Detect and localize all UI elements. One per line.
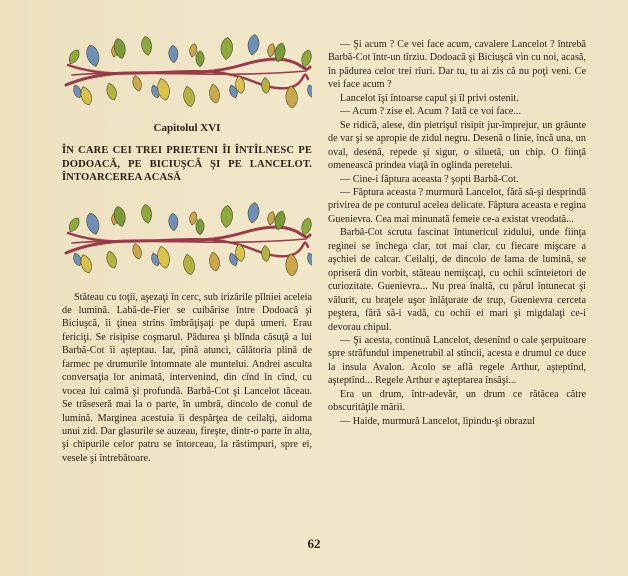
right-paragraph-7: Barbă-Cot scruta fascinat întunericul zidului, unde fiinţa reginei se închega clar, tot mai clar, cu fiecare mişcare a aşchiei de calcar. Ceilalţi, de dincolo de lama de lumină, se opriseră din vorbit, stăteau nemişcaţi, cu ochii scînteietori de curiozitate. Guenievra... Nu prea înaltă, cu părul întunecat şi vălurit, cu braţele uşor înlăţurate de trup, Guenievra cerceta peştera, fără să-i vadă, cu ochii ei mari şi migdalaţi ce-i devorau chipul.	[328, 227, 586, 333]
leaf-shape	[306, 84, 312, 99]
leaf-shape	[208, 251, 221, 272]
leaf-shape	[220, 204, 233, 227]
leaf-shape	[84, 211, 101, 236]
right-paragraph-3: — Acum ? zise el. Acum ? Iată ce voi face...	[340, 106, 522, 118]
branch-stroke	[68, 233, 308, 256]
branch-stroke	[68, 65, 308, 88]
leaf-shape	[196, 218, 204, 234]
right-paragraph-10: — Haide, murmură Lancelot, lipindu-şi obrazul	[340, 415, 535, 427]
leaf-shape	[168, 212, 178, 230]
leaf-shape	[140, 203, 152, 223]
leaf-shape	[84, 43, 101, 68]
leaf-shape	[208, 83, 221, 104]
leaf-shape	[196, 51, 204, 67]
right-paragraph-1: — Şi acum ? Ce vei face acum, cavalere Lancelot ? întrebă Barbă-Cot într-un tîrziu. Dodoacă şi Biciuşcă vin cu noi, acasă, în pădurea celor trei rîuri. Dar tu, tu ai zis că nu poţi veni. Ce vei face acum ?	[328, 39, 586, 91]
right-paragraph-5: — Cine-i făptura aceasta ? şopti Barbă-Cot.	[340, 173, 519, 185]
leaf-shape	[168, 45, 178, 63]
leaf-shape	[306, 251, 312, 266]
leaf-shape	[140, 36, 152, 56]
page-number: 62	[307, 536, 321, 551]
right-column	[328, 38, 586, 428]
left-column	[62, 30, 312, 465]
leaf-shape	[182, 85, 197, 107]
leaf-shape	[267, 210, 276, 225]
leaf-shape	[66, 48, 81, 66]
chapter-label: Capitolul XVI	[153, 122, 221, 134]
leaf-shape	[267, 43, 276, 58]
leaf-shape	[131, 74, 143, 92]
leaf-shape	[66, 215, 81, 233]
chapter-title: ÎN CARE CEI TREI PRIETENI ÎI ÎNTÎLNESC PE DODOACĂ, PE BICIUŞCĂ ŞI PE LANCELOT. ÎNTOARCEREA ACASĂ	[62, 145, 312, 183]
leaf-shape	[247, 201, 261, 223]
leaf-shape	[261, 245, 271, 262]
leaf-shape	[220, 37, 233, 60]
right-paragraph-6: — Făptura aceasta ? murmură Lancelot, fără să-şi desprindă privirea de pe conturul acelea delicate. Făptura aceasta e regina Guenievra. Cea mai minunată femeie ce-a existat vreodată...	[328, 186, 586, 225]
leaf-shape	[105, 82, 119, 101]
left-paragraph-1: Stăteau cu toţii, aşezaţi în cerc, sub irizările pîlniei aceleia de lumină. Labă-de-Fier se cuibărise între Dodoacă şi Biciuşcă, îi ţinea strîns îmbrăţişaţi pe după umeri. Erau fericiţi. Se risipise coşmarul. Pădurea şi blînda căsuţă a lui Barbă-Cot îi aşteptau. Iar, pînă atunci, călătoria plină de farmec pe drumurile întomnate ale muntelui. Andrei asculta conversaţia lor animată, intervenind, din cînd în cînd, cu vocea lui calmă şi profundă. Barbă-Cot şi Lancelot tăceau. Se trăseseră mai la o parte, în umbră, dincolo de conul de lumină. Marginea acestuia îi despărţea de ceilalţi, aidoma unui zid. Dar glasurile se auzeau, fireşte, dintr-o parte în alta, şi chipurile celor patru se întorceau, la răstimpuri, spre ei, vesele şi întrebătoare.	[62, 291, 312, 464]
garland-top-illustration	[62, 30, 312, 112]
leaf-shape	[261, 77, 271, 94]
leaf-shape	[131, 242, 143, 260]
right-paragraph-9: Era un drum, într-adevăr, un drum ce rătăcea către obscurităţile mării.	[328, 388, 586, 414]
garland-middle-illustration	[62, 193, 312, 285]
right-paragraph-2: Lancelot îşi întoarse capul şi îl privi ostenit.	[340, 92, 519, 104]
right-paragraph-4: Se ridică, alese, din pietrişul risipit jur-împrejur, un grăunte de var şi se apropie de zidul negru. Desenă o linie, încă una, un oval, desenă, repede şi sigur, o siluetă, un chip. O fiinţă omenească prindea viaţă în oglinda peretelui.	[328, 119, 586, 172]
leaf-shape	[247, 34, 261, 56]
right-paragraph-8: — Şi acesta, continuă Lancelot, desenînd o cale şerpuitoare spre străfundul impenetrabil al stîncii, acesta e drumul ce duce la insula Avalon. Acolo se află regele Arthur, aşteptînd, aşteptînd... Regele Arthur e aşteptarea însăşi...	[328, 334, 586, 387]
leaf-shape	[105, 249, 119, 268]
leaf-shape	[182, 253, 197, 275]
